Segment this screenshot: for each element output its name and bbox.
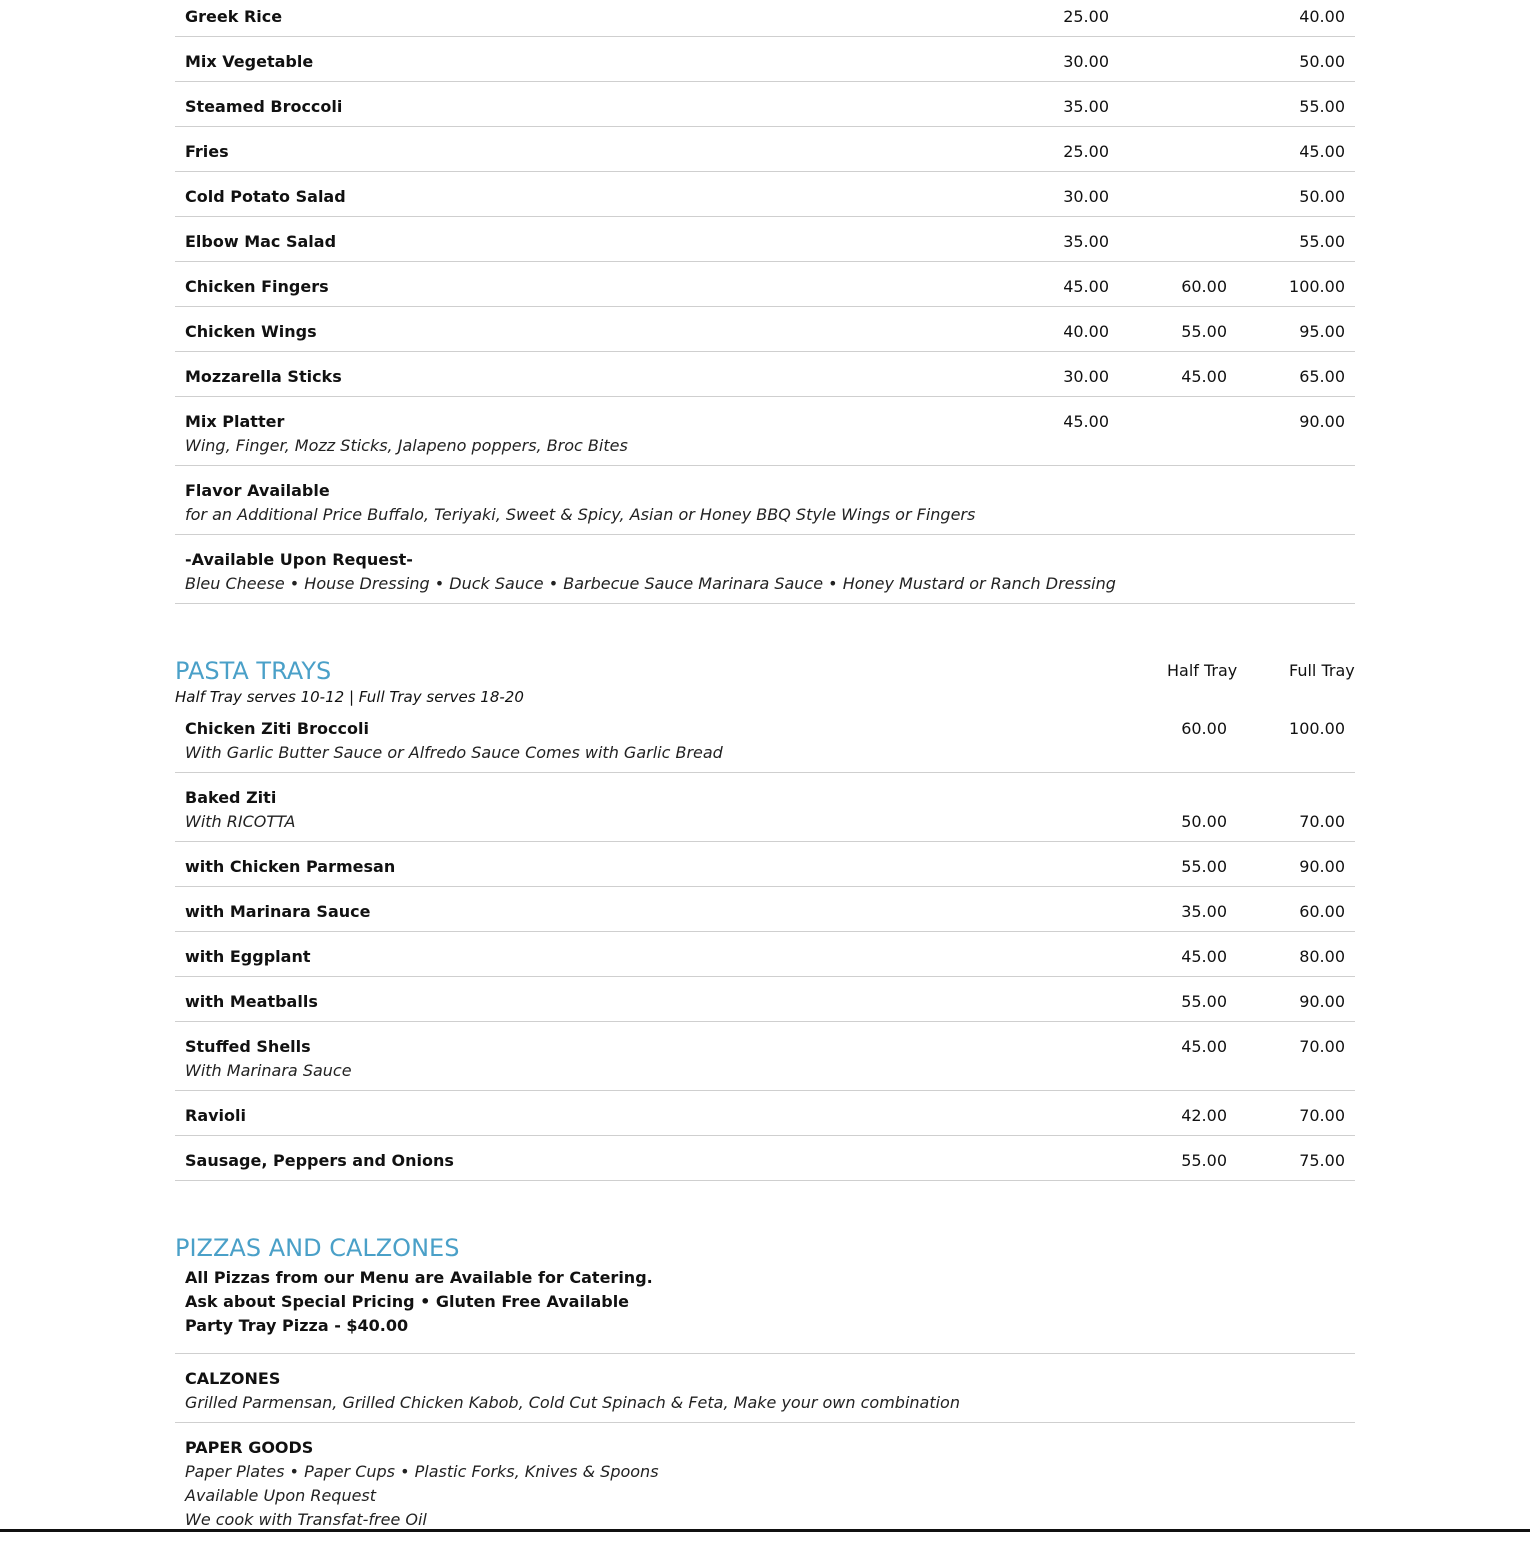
item-price-large: 55.00	[1299, 232, 1345, 251]
menu-item	[175, 307, 1355, 352]
item-name: Ravioli	[185, 1106, 246, 1125]
item-price-full: 70.00	[1299, 1106, 1345, 1125]
note-title: Flavor Available	[185, 481, 330, 500]
menu-item	[175, 172, 1355, 217]
item-price-large: 100.00	[1289, 277, 1345, 296]
item-price-small: 35.00	[1063, 232, 1109, 251]
item-price-small: 30.00	[1063, 52, 1109, 71]
menu-item-mix-platter	[175, 397, 1355, 466]
item-price-half: 45.00	[1181, 1037, 1227, 1056]
item-price-full: 60.00	[1299, 902, 1345, 921]
item-price-half: 55.00	[1181, 1151, 1227, 1170]
pizza-section-header	[175, 1181, 1355, 1269]
note-description: Available Upon Request	[185, 1486, 377, 1505]
menu-note-request	[175, 535, 1355, 604]
menu-item	[175, 932, 1355, 977]
item-description: With Garlic Butter Sauce or Alfredo Sauce Comes with Garlic Bread	[185, 743, 723, 762]
item-price-full: 100.00	[1289, 719, 1345, 738]
menu-item	[175, 704, 1355, 773]
item-name: Greek Rice	[185, 7, 283, 26]
pizza-info-line: All Pizzas from our Menu are Available for Catering.	[185, 1268, 653, 1287]
item-description: With RICOTTA	[185, 812, 296, 831]
note-description: Paper Plates • Paper Cups • Plastic Forks, Knives & Spoons	[185, 1462, 659, 1481]
menu-note-flavor	[175, 466, 1355, 535]
item-price-large: 65.00	[1299, 367, 1345, 386]
item-name: Chicken Fingers	[185, 277, 329, 296]
item-name: with Meatballs	[185, 992, 318, 1011]
item-price-small: 25.00	[1063, 7, 1109, 26]
menu-item	[175, 127, 1355, 172]
item-price-full: 80.00	[1299, 947, 1345, 966]
menu-item	[175, 1136, 1355, 1181]
menu-item	[175, 262, 1355, 307]
page-bottom-divider	[0, 1529, 1530, 1532]
item-name: with Marinara Sauce	[185, 902, 371, 921]
item-price-medium: 60.00	[1181, 277, 1227, 296]
menu-item	[175, 842, 1355, 887]
item-price-full: 70.00	[1299, 812, 1345, 831]
menu-item	[175, 1091, 1355, 1136]
note-title: CALZONES	[185, 1369, 281, 1388]
note-description: Grilled Parmensan, Grilled Chicken Kabob, Cold Cut Spinach & Feta, Make your own combination	[185, 1393, 960, 1412]
item-price-small: 25.00	[1063, 142, 1109, 161]
pizza-info-line: Ask about Special Pricing • Gluten Free Available	[185, 1292, 630, 1311]
item-price-half: 60.00	[1181, 719, 1227, 738]
item-name: with Chicken Parmesan	[185, 857, 396, 876]
column-header-half-tray: Half Tray	[1167, 661, 1238, 680]
item-name: Baked Ziti	[185, 788, 277, 807]
note-title: PAPER GOODS	[185, 1438, 314, 1457]
item-price-medium: 55.00	[1181, 322, 1227, 341]
item-price-small: 30.00	[1063, 367, 1109, 386]
item-name: Fries	[185, 142, 229, 161]
item-name: Cold Potato Salad	[185, 187, 346, 206]
item-price-half: 45.00	[1181, 947, 1227, 966]
catering-menu	[175, 0, 1355, 1553]
note-description: for an Additional Price Buffalo, Teriyaki, Sweet & Spicy, Asian or Honey BBQ Style Wings or Fingers	[185, 505, 976, 524]
menu-note-paper-goods	[175, 1423, 1355, 1553]
menu-item	[175, 352, 1355, 397]
menu-item	[175, 37, 1355, 82]
note-description: Bleu Cheese • House Dressing • Duck Sauce • Barbecue Sauce Marinara Sauce • Honey Mustard or Ranch Dressing	[185, 574, 1116, 593]
item-price-large: 45.00	[1299, 142, 1345, 161]
item-price-large: 50.00	[1299, 52, 1345, 71]
item-price-half: 55.00	[1181, 857, 1227, 876]
item-price-large: 50.00	[1299, 187, 1345, 206]
item-price-small: 30.00	[1063, 187, 1109, 206]
item-price-large: 90.00	[1299, 412, 1345, 431]
note-title: -Available Upon Request-	[185, 550, 413, 569]
item-price-large: 40.00	[1299, 7, 1345, 26]
pizza-info	[175, 1261, 1355, 1354]
item-name: Steamed Broccoli	[185, 97, 343, 116]
pasta-section-header	[175, 604, 1355, 716]
item-name: Mozzarella Sticks	[185, 367, 342, 386]
item-name: Mix Vegetable	[185, 52, 314, 71]
item-name: with Eggplant	[185, 947, 311, 966]
item-name: Chicken Ziti Broccoli	[185, 719, 369, 738]
menu-item	[175, 773, 1355, 842]
section-title: PASTA TRAYS	[175, 657, 332, 685]
item-price-half: 55.00	[1181, 992, 1227, 1011]
item-name: Mix Platter	[185, 412, 285, 431]
note-description: We cook with Transfat-free Oil	[185, 1510, 427, 1529]
item-price-half: 42.00	[1181, 1106, 1227, 1125]
menu-item	[175, 1022, 1355, 1091]
item-price-large: 95.00	[1299, 322, 1345, 341]
item-name: Elbow Mac Salad	[185, 232, 337, 251]
item-name: Chicken Wings	[185, 322, 317, 341]
menu-item	[175, 82, 1355, 127]
column-header-full-tray: Full Tray	[1289, 661, 1355, 680]
item-price-full: 70.00	[1299, 1037, 1345, 1056]
item-description: With Marinara Sauce	[185, 1061, 352, 1080]
item-price-half: 50.00	[1181, 812, 1227, 831]
pizza-info-line: Party Tray Pizza - $40.00	[185, 1316, 409, 1335]
menu-item	[175, 977, 1355, 1022]
menu-item	[175, 887, 1355, 932]
item-price-small: 45.00	[1063, 412, 1109, 431]
section-subtitle: Half Tray serves 10-12 | Full Tray serves 18-20	[175, 688, 524, 706]
item-price-full: 90.00	[1299, 992, 1345, 1011]
item-price-full: 75.00	[1299, 1151, 1345, 1170]
item-price-large: 55.00	[1299, 97, 1345, 116]
item-price-small: 40.00	[1063, 322, 1109, 341]
item-description: Wing, Finger, Mozz Sticks, Jalapeno poppers, Broc Bites	[185, 436, 628, 455]
item-price-small: 35.00	[1063, 97, 1109, 116]
item-name: Stuffed Shells	[185, 1037, 311, 1056]
section-title: PIZZAS AND CALZONES	[175, 1234, 460, 1262]
item-price-full: 90.00	[1299, 857, 1345, 876]
menu-item	[175, 0, 1355, 37]
item-price-medium: 45.00	[1181, 367, 1227, 386]
item-price-small: 45.00	[1063, 277, 1109, 296]
menu-note-calzones	[175, 1354, 1355, 1423]
item-name: Sausage, Peppers and Onions	[185, 1151, 454, 1170]
item-price-half: 35.00	[1181, 902, 1227, 921]
menu-item	[175, 217, 1355, 262]
